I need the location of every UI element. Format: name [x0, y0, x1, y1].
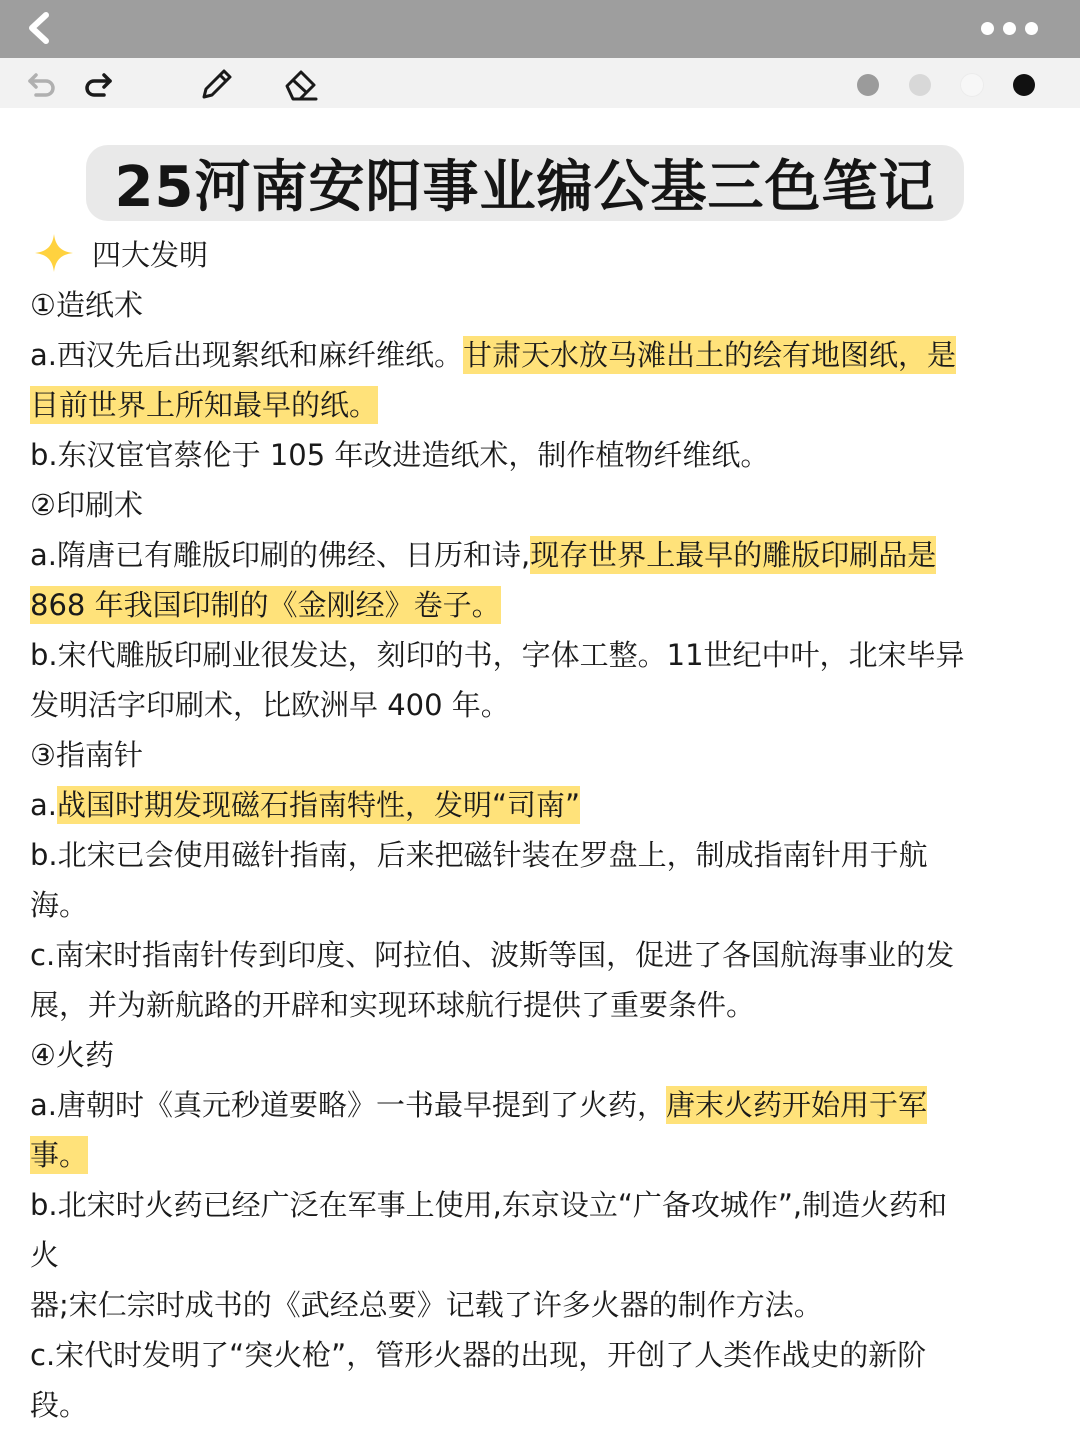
- note-line: [30, 530, 1060, 580]
- note-line: [30, 380, 1060, 430]
- top-bar: [0, 0, 1080, 58]
- highlighted-text: 唐末火药开始用于军: [666, 1088, 928, 1122]
- page-title: 25河南安阳事业编公基三色笔记: [114, 155, 936, 220]
- note-text: 发明活字印刷术，比欧洲早 400 年。: [30, 688, 510, 722]
- subsection-heading: ①造纸术: [30, 288, 143, 322]
- pen-tool-button[interactable]: [198, 66, 234, 102]
- pencil-icon: [198, 66, 234, 102]
- note-text: b.东汉宦官蔡伦于 105 年改进造纸术，制作植物纤维纸。: [30, 438, 770, 472]
- note-text: a.: [30, 788, 57, 822]
- subsection-heading: ④火药: [30, 1038, 114, 1072]
- eraser-icon: [282, 66, 320, 102]
- note-text: a.唐朝时《真元秒道要略》一书最早提到了火药，: [30, 1088, 666, 1122]
- highlighted-text: 战国时期发现磁石指南特性，发明“司南”: [57, 788, 581, 822]
- note-text: 段。: [30, 1388, 89, 1422]
- highlighted-text: 甘肃天水放马滩出土的绘有地图纸，是: [463, 338, 957, 372]
- note-text: 火: [30, 1238, 60, 1272]
- color-swatch-gray[interactable]: [857, 74, 879, 96]
- redo-button[interactable]: [80, 66, 116, 102]
- back-button[interactable]: [22, 10, 58, 46]
- more-horizontal-icon: [981, 22, 994, 35]
- note-line: [30, 580, 1060, 630]
- note-text: b.宋代雕版印刷业很发达，刻印的书，字体工整。11世纪中叶，北宋毕异: [30, 638, 965, 672]
- redo-icon: [80, 66, 116, 102]
- note-line: [30, 1230, 1060, 1280]
- note-text: 展，并为新航路的开辟和实现环球航行提供了重要条件。: [30, 988, 756, 1022]
- note-line: [30, 1280, 1060, 1330]
- undo-icon: [24, 66, 60, 102]
- highlighted-text: 事。: [30, 1138, 89, 1172]
- note-line: [30, 1080, 1060, 1130]
- note-line: [30, 730, 1060, 780]
- sparkle-icon: [34, 233, 74, 273]
- note-text: b.北宋已会使用磁针指南，后来把磁针装在罗盘上，制成指南针用于航: [30, 838, 928, 872]
- note-line: [30, 480, 1060, 530]
- note-line: [30, 680, 1060, 730]
- note-line: [30, 1180, 1060, 1230]
- title-banner: [86, 145, 964, 221]
- more-dot: [1025, 22, 1038, 35]
- note-line: [30, 630, 1060, 680]
- undo-button[interactable]: [24, 66, 60, 102]
- note-line: [30, 1380, 1060, 1430]
- note-text: 器;宋仁宗时成书的《武经总要》记载了许多火器的制作方法。: [30, 1288, 823, 1322]
- note-text: c.南宋时指南针传到印度、阿拉伯、波斯等国，促进了各国航海事业的发: [30, 938, 955, 972]
- note-text: b.北宋时火药已经广泛在军事上使用,东京设立“广备攻城作”,制造火药和: [30, 1188, 948, 1222]
- color-swatch-light-gray[interactable]: [909, 74, 931, 96]
- note-text: a.隋唐已有雕版印刷的佛经、日历和诗,: [30, 538, 531, 572]
- note-line: [30, 980, 1060, 1030]
- note-content: [30, 230, 1060, 1430]
- more-button[interactable]: [981, 18, 1038, 38]
- note-line: [30, 330, 1060, 380]
- highlighted-text: 现存世界上最早的雕版印刷品是: [530, 538, 937, 572]
- highlighted-text: 868 年我国印制的《金刚经》卷子。: [30, 588, 501, 622]
- color-swatch-black[interactable]: [1013, 74, 1035, 96]
- eraser-tool-button[interactable]: [282, 66, 318, 102]
- note-line: [30, 280, 1060, 330]
- highlighted-text: 目前世界上所知最早的纸。: [30, 388, 379, 422]
- note-line: [30, 930, 1060, 980]
- more-dot: [1003, 22, 1016, 35]
- subsection-heading: ③指南针: [30, 738, 143, 772]
- section-heading-line: [30, 230, 1060, 280]
- subsection-heading: ②印刷术: [30, 488, 143, 522]
- section-heading: 四大发明: [92, 238, 209, 272]
- note-line: [30, 430, 1060, 480]
- chevron-left-icon: [22, 10, 58, 46]
- note-text: a.西汉先后出现絮纸和麻纤维纸。: [30, 338, 463, 372]
- note-line: [30, 1030, 1060, 1080]
- note-line: [30, 780, 1060, 830]
- note-text: 海。: [30, 888, 89, 922]
- note-text: c.宋代时发明了“突火枪”，管形火器的出现，开创了人类作战史的新阶: [30, 1338, 927, 1372]
- color-swatch-white[interactable]: [961, 74, 983, 96]
- note-line: [30, 1130, 1060, 1180]
- note-line: [30, 1330, 1060, 1380]
- note-line: [30, 830, 1060, 880]
- note-line: [30, 880, 1060, 930]
